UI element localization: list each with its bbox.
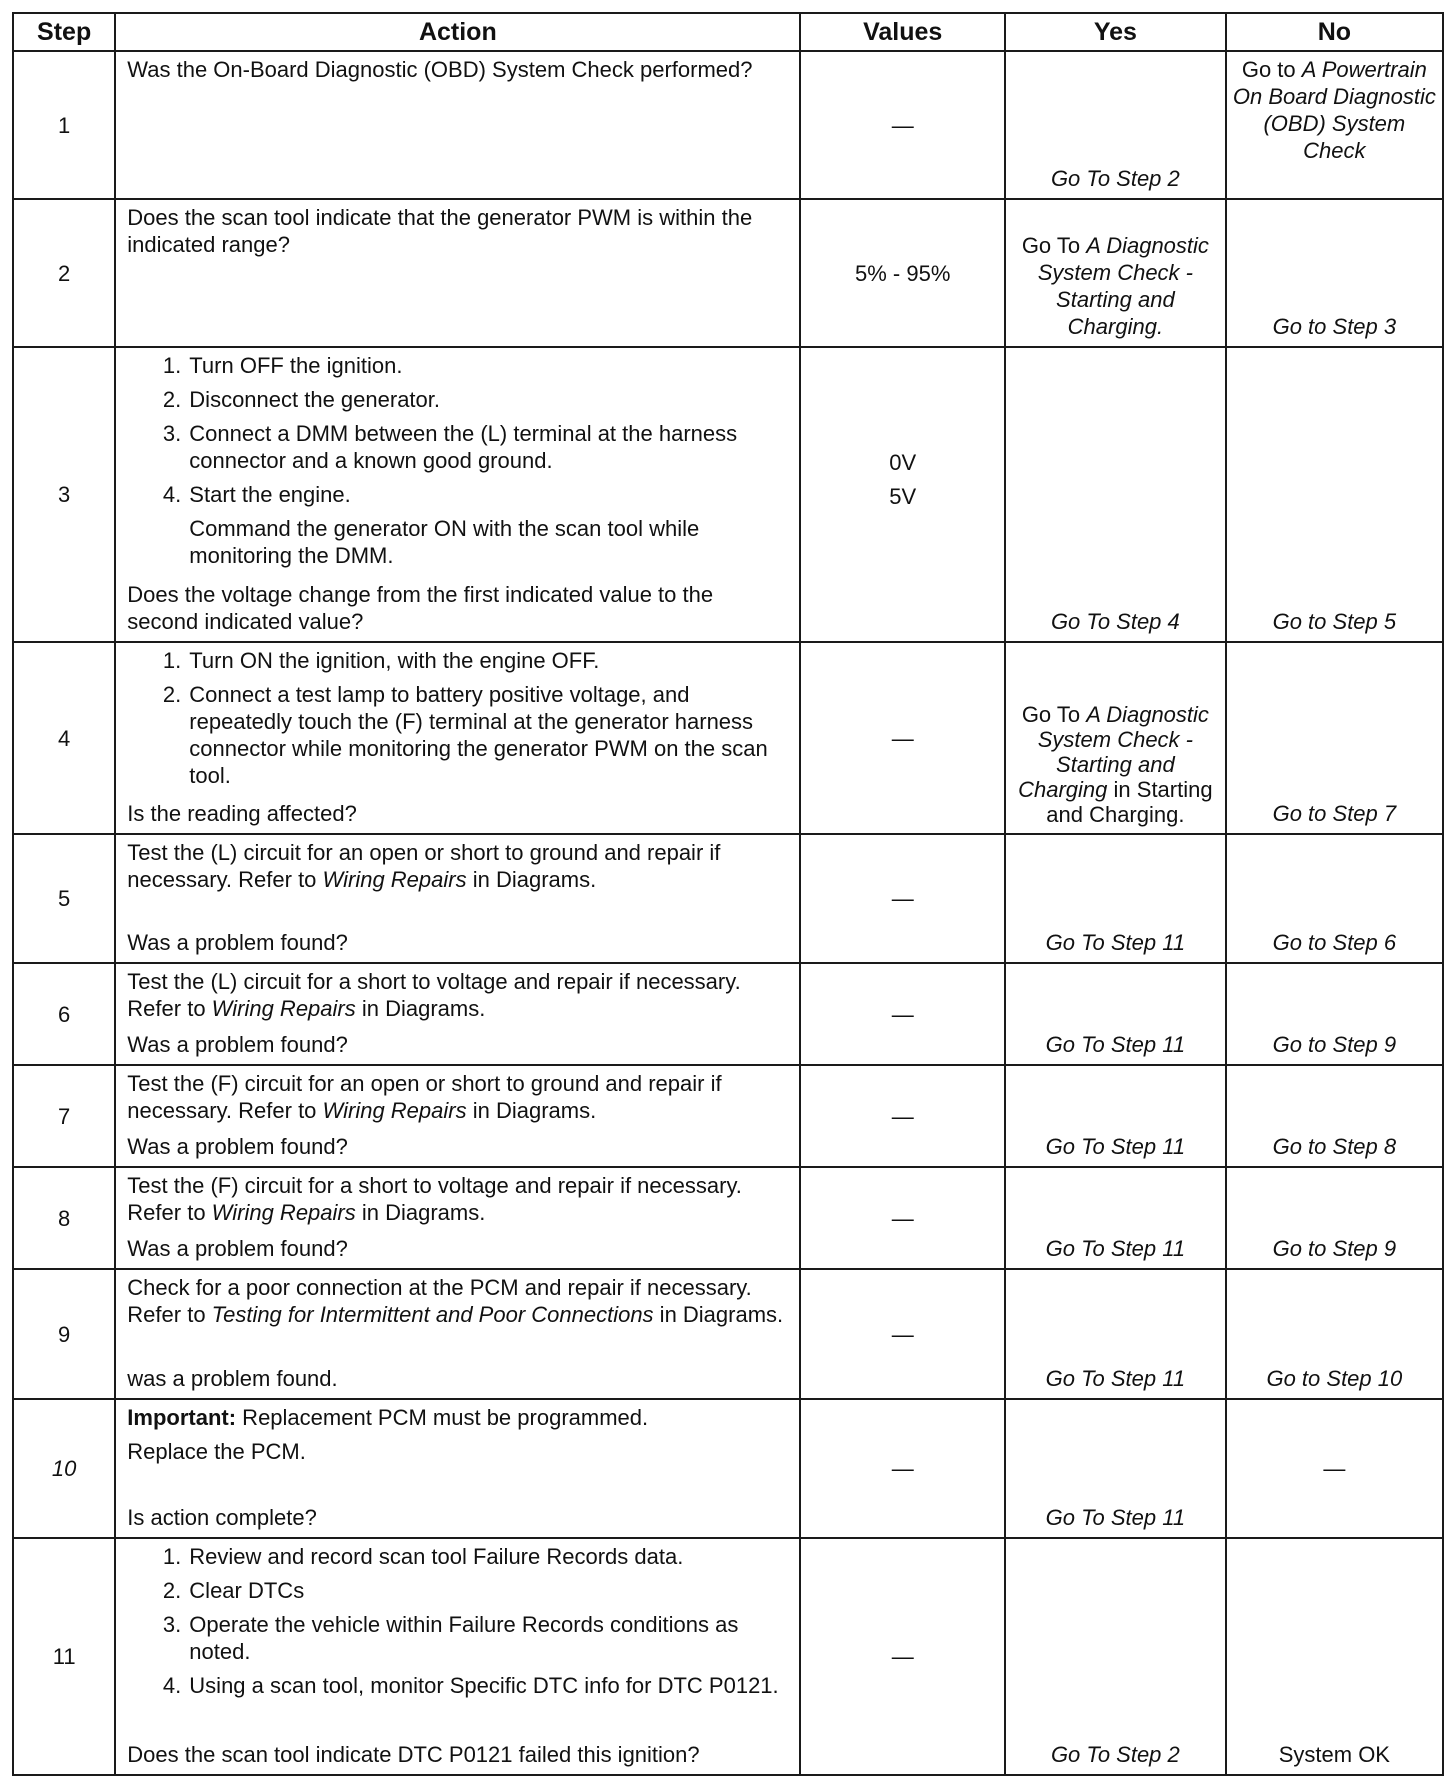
table-row bbox=[13, 834, 1443, 963]
no-cell bbox=[1226, 834, 1443, 963]
table-row bbox=[13, 51, 1443, 199]
table-row bbox=[13, 1538, 1443, 1775]
action-cell bbox=[115, 199, 800, 347]
no-cell bbox=[1226, 642, 1443, 834]
action-cell bbox=[115, 347, 800, 642]
step-number: 6 bbox=[13, 963, 115, 1065]
action-text-part: Test the (L) circuit for a short to voltage and repair if necessary. Refer to bbox=[127, 969, 741, 1021]
action-text-part: in Diagrams. bbox=[355, 1200, 486, 1225]
table-row bbox=[13, 1167, 1443, 1269]
yes-cell bbox=[1005, 1538, 1226, 1775]
action-question: Was a problem found? bbox=[127, 1134, 348, 1159]
list-item: 2. Connect a test lamp to battery positive voltage, and repeatedly touch the (F) terminal at the generator harness connector while monitoring the generator PWM on the scan tool. bbox=[187, 681, 789, 789]
value-dash: — bbox=[891, 1321, 914, 1347]
important-text: Replacement PCM must be programmed. bbox=[236, 1405, 649, 1430]
yes-cell bbox=[1005, 1065, 1226, 1167]
table-row bbox=[13, 199, 1443, 347]
step-number: 1 bbox=[13, 51, 115, 199]
header-values: Values bbox=[800, 13, 1005, 51]
action-question: Was a problem found? bbox=[127, 1032, 348, 1057]
step-number: 2 bbox=[13, 199, 115, 347]
action-text-part: in Diagrams. bbox=[653, 1302, 784, 1327]
action-cell bbox=[115, 1167, 800, 1269]
action-question: Does the voltage change from the first indicated value to the second indicated value? bbox=[127, 582, 714, 634]
value-cell bbox=[800, 963, 1005, 1065]
action-list bbox=[127, 647, 789, 789]
no-cell bbox=[1226, 1269, 1443, 1399]
value-dash: — bbox=[891, 1456, 914, 1481]
yes-link[interactable]: Go To Step 11 bbox=[1045, 1505, 1186, 1530]
action-cell bbox=[115, 642, 800, 834]
no-result: System OK bbox=[1278, 1742, 1390, 1767]
diagnostic-table-page bbox=[12, 12, 1444, 1776]
yes-cell bbox=[1005, 51, 1226, 199]
yes-cell bbox=[1005, 642, 1226, 834]
yes-suffix: Starting and Charging. bbox=[1046, 777, 1213, 827]
action-text-part: Test the (F) circuit for an open or short to ground and repair if necessary. Refer to bbox=[127, 1071, 722, 1123]
yes-mid: in bbox=[1107, 777, 1137, 802]
no-link[interactable]: Go to Step 10 bbox=[1266, 1366, 1403, 1391]
value-dash: — bbox=[891, 1001, 914, 1027]
value-cell bbox=[800, 1269, 1005, 1399]
list-item: 1. Review and record scan tool Failure Records data. bbox=[187, 1543, 789, 1570]
action-text bbox=[127, 1172, 789, 1226]
table-row bbox=[13, 963, 1443, 1065]
no-cell bbox=[1226, 347, 1443, 642]
no-prefix: Go to bbox=[1241, 57, 1302, 82]
yes-cell bbox=[1005, 963, 1226, 1065]
action-text-part: in Diagrams. bbox=[466, 867, 597, 892]
action-cell bbox=[115, 1065, 800, 1167]
yes-link[interactable]: Go To Step 11 bbox=[1045, 1236, 1186, 1261]
value-dash: — bbox=[891, 886, 914, 911]
important-note bbox=[127, 1404, 789, 1431]
step-number: 11 bbox=[13, 1538, 115, 1775]
value-dash: — bbox=[891, 725, 914, 751]
action-list bbox=[127, 1543, 789, 1699]
action-question: Was a problem found? bbox=[127, 1236, 348, 1261]
no-cell bbox=[1226, 963, 1443, 1065]
table-row bbox=[13, 642, 1443, 834]
no-link[interactable]: Go to Step 7 bbox=[1272, 801, 1397, 826]
table-row bbox=[13, 1065, 1443, 1167]
action-text-part: in Diagrams. bbox=[355, 996, 486, 1021]
yes-cell bbox=[1005, 347, 1226, 642]
value-range: 5% - 95% bbox=[855, 260, 951, 286]
yes-cell bbox=[1005, 834, 1226, 963]
list-item: 3. Connect a DMM between the (L) terminal at the harness connector and a known good ground. bbox=[187, 420, 789, 474]
value-cell bbox=[800, 1399, 1005, 1538]
step-number: 4 bbox=[13, 642, 115, 834]
no-cell bbox=[1226, 1538, 1443, 1775]
action-cell bbox=[115, 1399, 800, 1538]
action-text: Was the On-Board Diagnostic (OBD) System Check performed? bbox=[127, 57, 753, 82]
yes-link[interactable]: Go To Step 2 bbox=[1050, 166, 1180, 191]
action-text-part: Test the (F) circuit for a short to voltage and repair if necessary. Refer to bbox=[127, 1173, 742, 1225]
table-row bbox=[13, 347, 1443, 642]
list-item: 3. Operate the vehicle within Failure Records conditions as noted. bbox=[187, 1611, 789, 1665]
yes-link[interactable]: Go To Step 11 bbox=[1045, 930, 1186, 955]
list-item: 1. Turn ON the ignition, with the engine OFF. bbox=[187, 647, 789, 674]
value-cell bbox=[800, 642, 1005, 834]
action-cell bbox=[115, 1269, 800, 1399]
no-link[interactable]: A Powertrain On Board Diagnostic (OBD) System Check bbox=[1232, 57, 1436, 163]
value-cell bbox=[800, 347, 1005, 642]
list-item: 4. Start the engine. bbox=[187, 481, 789, 508]
yes-link[interactable]: Go To Step 11 bbox=[1045, 1032, 1186, 1057]
no-cell bbox=[1226, 199, 1443, 347]
value-second: 5V bbox=[889, 483, 917, 509]
header-yes: Yes bbox=[1005, 13, 1226, 51]
no-link[interactable]: Go to Step 5 bbox=[1272, 609, 1397, 634]
action-list bbox=[127, 352, 789, 508]
header-step: Step bbox=[13, 13, 115, 51]
action-question: was a problem found. bbox=[127, 1366, 338, 1391]
no-dash: — bbox=[1323, 1456, 1346, 1481]
value-cell bbox=[800, 1538, 1005, 1775]
header-action: Action bbox=[115, 13, 800, 51]
no-link[interactable]: Go to Step 3 bbox=[1272, 314, 1397, 339]
table-row bbox=[13, 1269, 1443, 1399]
value-dash: — bbox=[891, 1103, 914, 1129]
yes-cell bbox=[1005, 199, 1226, 347]
step-number: 8 bbox=[13, 1167, 115, 1269]
value-cell bbox=[800, 51, 1005, 199]
yes-prefix: Go To bbox=[1021, 233, 1087, 258]
action-note: Command the generator ON with the scan tool while monitoring the DMM. bbox=[189, 516, 700, 568]
list-item: 2. Clear DTCs bbox=[187, 1577, 789, 1604]
reference-link[interactable]: Testing for Intermittent and Poor Connections bbox=[211, 1302, 654, 1327]
action-question: Is the reading affected? bbox=[127, 801, 357, 826]
action-text: Replace the PCM. bbox=[127, 1439, 306, 1464]
step-number: 10 bbox=[13, 1399, 115, 1538]
action-text bbox=[127, 1274, 789, 1328]
yes-link[interactable]: Go To Step 11 bbox=[1045, 1366, 1186, 1391]
value-cell bbox=[800, 1065, 1005, 1167]
action-text bbox=[127, 839, 789, 893]
action-cell bbox=[115, 51, 800, 199]
action-cell bbox=[115, 834, 800, 963]
diagnostic-table bbox=[12, 12, 1444, 1776]
no-link[interactable]: Go to Step 9 bbox=[1272, 1236, 1397, 1261]
header-row bbox=[13, 13, 1443, 51]
table-row bbox=[13, 1399, 1443, 1538]
action-text bbox=[127, 1070, 789, 1124]
action-text-part: Check for a poor connection at the PCM and repair if necessary. Refer to bbox=[127, 1275, 752, 1327]
action-question: Does the scan tool indicate DTC P0121 failed this ignition? bbox=[127, 1742, 700, 1767]
value-cell bbox=[800, 834, 1005, 963]
reference-link[interactable]: Wiring Repairs bbox=[322, 867, 467, 892]
no-link[interactable]: Go to Step 9 bbox=[1272, 1032, 1397, 1057]
yes-cell bbox=[1005, 1269, 1226, 1399]
action-cell bbox=[115, 963, 800, 1065]
action-text: Does the scan tool indicate that the generator PWM is within the indicated range? bbox=[127, 205, 753, 257]
list-item: 2. Disconnect the generator. bbox=[187, 386, 789, 413]
action-question: Is action complete? bbox=[127, 1505, 317, 1530]
action-text-part: in Diagrams. bbox=[466, 1098, 597, 1123]
action-text bbox=[127, 968, 789, 1022]
no-link[interactable]: Go to Step 6 bbox=[1272, 930, 1397, 955]
no-link[interactable]: Go to Step 8 bbox=[1272, 1134, 1397, 1159]
yes-cell bbox=[1005, 1399, 1226, 1538]
header-no: No bbox=[1226, 13, 1443, 51]
no-cell bbox=[1226, 1399, 1443, 1538]
list-item: 4. Using a scan tool, monitor Specific DTC info for DTC P0121. bbox=[187, 1672, 789, 1699]
no-cell bbox=[1226, 51, 1443, 199]
action-text-part: Test the (L) circuit for an open or short to ground and repair if necessary. Refer to bbox=[127, 840, 721, 892]
reference-link[interactable]: Wiring Repairs bbox=[211, 996, 356, 1021]
step-number: 5 bbox=[13, 834, 115, 963]
value-cell bbox=[800, 199, 1005, 347]
value-dash: — bbox=[891, 1644, 914, 1669]
step-number: 7 bbox=[13, 1065, 115, 1167]
yes-link[interactable]: Go To Step 4 bbox=[1050, 609, 1180, 634]
no-cell bbox=[1226, 1065, 1443, 1167]
value-first: 0V bbox=[889, 449, 917, 475]
reference-link[interactable]: Wiring Repairs bbox=[322, 1098, 467, 1123]
value-cell bbox=[800, 1167, 1005, 1269]
no-cell bbox=[1226, 1167, 1443, 1269]
yes-prefix: Go To bbox=[1021, 702, 1087, 727]
yes-link[interactable]: Go To Step 11 bbox=[1045, 1134, 1186, 1159]
yes-link[interactable]: A Diagnostic System Check - Starting and Charging. bbox=[1037, 233, 1209, 339]
value-dash: — bbox=[891, 1205, 914, 1231]
step-number: 9 bbox=[13, 1269, 115, 1399]
action-question: Was a problem found? bbox=[127, 930, 348, 955]
value-dash: — bbox=[891, 112, 914, 138]
yes-link[interactable]: A Diagnostic System Check - Starting and Charging bbox=[1018, 702, 1209, 802]
reference-link[interactable]: Wiring Repairs bbox=[211, 1200, 356, 1225]
yes-cell bbox=[1005, 1167, 1226, 1269]
action-cell bbox=[115, 1538, 800, 1775]
list-item: 1. Turn OFF the ignition. bbox=[187, 352, 789, 379]
step-number: 3 bbox=[13, 347, 115, 642]
important-label: Important: bbox=[127, 1405, 237, 1430]
yes-link[interactable]: Go To Step 2 bbox=[1050, 1742, 1180, 1767]
